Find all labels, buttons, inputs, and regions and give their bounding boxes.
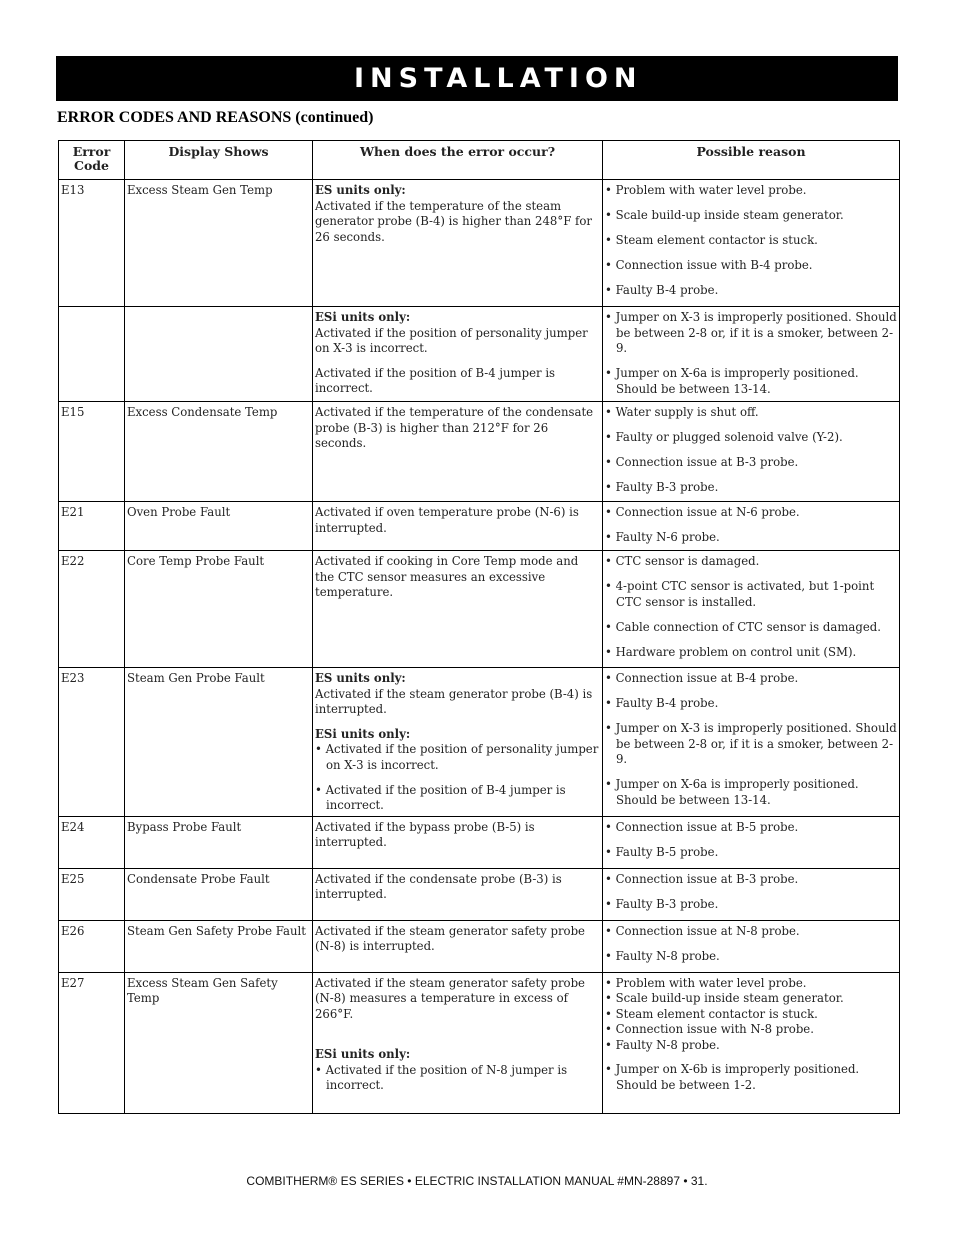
display-shows: Bypass Probe Fault [125,816,313,868]
display-shows: Steam Gen Safety Probe Fault [125,920,313,972]
table-header-row [59,141,900,180]
reason-cell [603,180,900,307]
reason-item: • Connection issue with N-8 probe. [605,1022,897,1038]
reason-item: • Problem with water level probe. [605,183,897,199]
reason-cell [603,402,900,502]
error-code: E24 [59,816,125,868]
reason-item: • CTC sensor is damaged. [605,554,897,570]
reason-cell [603,972,900,1113]
when-label-2: ESi units only: [315,1047,411,1061]
when-bullet: • Activated if the position of N-8 jumper is incorrect. [315,1063,600,1094]
table-row [59,668,900,817]
table-row [59,180,900,307]
table-row [59,402,900,502]
display-shows: Oven Probe Fault [125,502,313,551]
display-shows: Condensate Probe Fault [125,868,313,920]
table-row [59,307,900,402]
when-label: ES units only: [315,671,406,685]
section-heading: ERROR CODES AND REASONS (continued) [57,109,374,126]
reason-item: • Faulty B-3 probe. [605,897,897,913]
display-shows: Excess Steam Gen Safety Temp [125,972,313,1113]
table-row [59,920,900,972]
reason-item: • Jumper on X-6a is improperly positioned. Should be between 13-14. [605,777,897,808]
error-code: E22 [59,551,125,668]
banner-title: INSTALLATION [354,63,643,94]
error-codes-table [58,140,900,1114]
reason-cell [603,307,900,402]
reason-item: • 4-point CTC sensor is activated, but 1-point CTC sensor is installed. [605,579,897,610]
reason-item: • Connection issue at B-3 probe. [605,872,897,888]
reason-item: • Faulty B-4 probe. [605,283,897,299]
reason-item: • Faulty or plugged solenoid valve (Y-2). [605,430,897,446]
reason-item: • Faulty N-6 probe. [605,530,897,546]
when-cell [313,668,603,817]
reason-item: • Scale build-up inside steam generator. [605,991,897,1007]
header-display-shows: Display Shows [125,141,313,180]
reason-item: • Water supply is shut off. [605,405,897,421]
when-label: ESi units only: [315,310,411,324]
error-code: E23 [59,668,125,817]
reason-item: • Connection issue with B-4 probe. [605,258,897,274]
when-label-2: ESi units only: [315,726,411,741]
reason-item: • Steam element contactor is stuck. [605,233,897,249]
when-bullet: • Activated if the position of B-4 jumper is incorrect. [315,783,600,814]
header-error-code: Error Code [59,141,125,180]
section-banner [56,56,898,101]
reason-item: • Hardware problem on control unit (SM). [605,645,897,661]
reason-item: • Connection issue at N-6 probe. [605,505,897,521]
when-text: Activated if the condensate probe (B-3) is interrupted. [313,868,603,920]
table-row [59,502,900,551]
reason-cell [603,551,900,668]
when-text: Activated if cooking in Core Temp mode and the CTC sensor measures an excessive temperature. [313,551,603,668]
when-cell [313,972,603,1113]
error-code: E26 [59,920,125,972]
when-cell [313,307,603,402]
display-shows: Core Temp Probe Fault [125,551,313,668]
reason-cell [603,502,900,551]
reason-item: • Steam element contactor is stuck. [605,1007,897,1023]
display-shows [125,307,313,402]
reason-item: • Faulty N-8 probe. [605,949,897,965]
error-code: E27 [59,972,125,1113]
when-text: Activated if oven temperature probe (N-6) is interrupted. [313,502,603,551]
when-text: Activated if the temperature of the steam generator probe (B-4) is higher than 248°F for 26 seconds. [315,198,592,244]
reason-item: • Faulty B-4 probe. [605,696,897,712]
when-text: Activated if the position of personality jumper on X-3 is incorrect. [315,325,588,355]
display-shows: Steam Gen Probe Fault [125,668,313,817]
reason-item: • Faulty B-3 probe. [605,480,897,496]
reason-item: • Connection issue at B-5 probe. [605,820,897,836]
error-code: E21 [59,502,125,551]
reason-item: • Problem with water level probe. [605,976,897,992]
reason-item: • Connection issue at N-8 probe. [605,924,897,940]
reason-cell [603,868,900,920]
reason-item: • Scale build-up inside steam generator. [605,208,897,224]
error-code: E13 [59,180,125,307]
when-text: Activated if the temperature of the condensate probe (B-3) is higher than 212°F for 26 seconds. [313,402,603,502]
reason-cell [603,816,900,868]
when-text: Activated if the steam generator probe (B-4) is interrupted. [315,686,593,716]
reason-item: • Jumper on X-6b is improperly positioned. Should be between 1-2. [605,1062,897,1093]
page-footer: COMBITHERM® ES SERIES • ELECTRIC INSTALLATION MANUAL #MN-28897 • 31. [246,1174,708,1188]
table-row [59,551,900,668]
table-row [59,868,900,920]
reason-item: • Jumper on X-6a is improperly positioned. Should be between 13-14. [605,366,897,397]
display-shows: Excess Condensate Temp [125,402,313,502]
header-when: When does the error occur? [313,141,603,180]
reason-item: • Jumper on X-3 is improperly positioned. Should be between 2-8 or, if it is a smoker, between 2-9. [605,721,897,768]
display-shows: Excess Steam Gen Temp [125,180,313,307]
error-code [59,307,125,402]
error-code: E25 [59,868,125,920]
when-label: ES units only: [315,183,406,197]
reason-item: • Faulty N-8 probe. [605,1038,897,1054]
reason-item: • Connection issue at B-4 probe. [605,671,897,687]
when-text-2: Activated if the position of B-4 jumper is incorrect. [315,365,556,395]
reason-cell [603,920,900,972]
reason-cell [603,668,900,817]
reason-item: • Cable connection of CTC sensor is damaged. [605,620,897,636]
when-text: Activated if the steam generator safety probe (N-8) is interrupted. [313,920,603,972]
when-text: Activated if the steam generator safety probe (N-8) measures a temperature in excess of 266°F. [315,975,585,1021]
header-possible-reason: Possible reason [603,141,900,180]
when-bullet: • Activated if the position of personality jumper on X-3 is incorrect. [315,742,600,773]
table-row [59,972,900,1113]
error-code: E15 [59,402,125,502]
when-text: Activated if the bypass probe (B-5) is interrupted. [313,816,603,868]
reason-item: • Jumper on X-3 is improperly positioned. Should be between 2-8 or, if it is a smoker, between 2-9. [605,310,897,357]
reason-item: • Faulty B-5 probe. [605,845,897,861]
table-row [59,816,900,868]
when-cell [313,180,603,307]
reason-item: • Connection issue at B-3 probe. [605,455,897,471]
